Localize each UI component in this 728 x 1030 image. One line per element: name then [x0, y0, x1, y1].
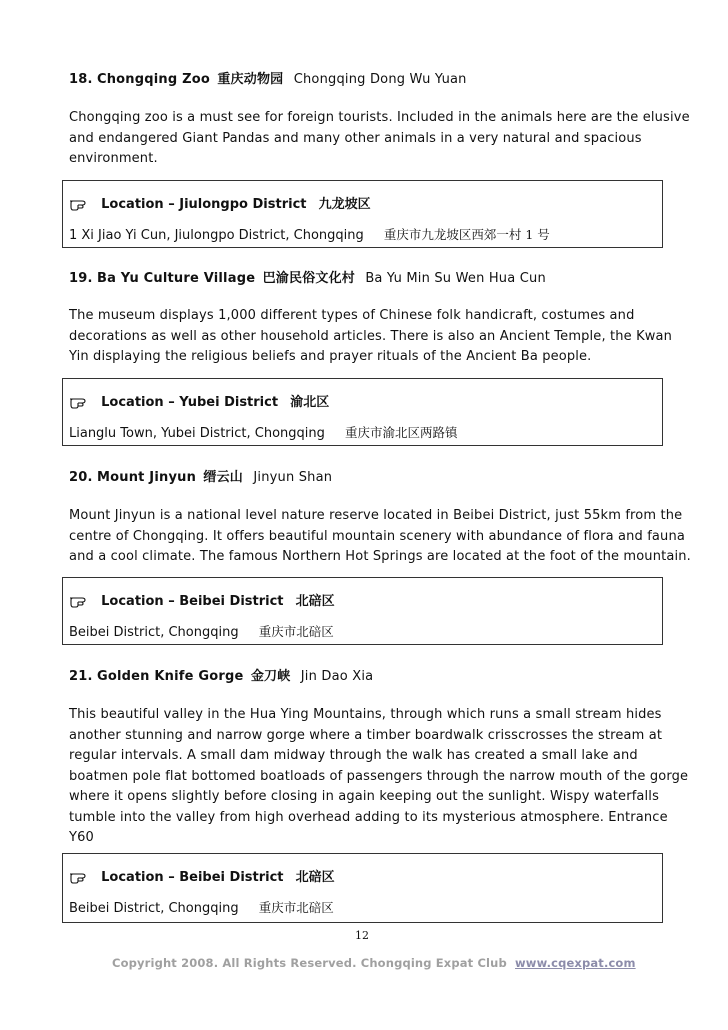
entry-chinese-name: 金刀峡 [250, 669, 291, 684]
footer-copyright: Copyright 2008. All Rights Reserved. Chongqing Expat Club [112, 956, 507, 970]
entry-description-18: Chongqing zoo is a must see for foreign tourists. Included in the animals here are the elusive and endangered Giant Pandas and many other animals in a very natural and spacious environment. [69, 110, 690, 166]
entry-number: 21. [69, 669, 93, 684]
address-chinese: 重庆市渝北区两路镇 [345, 425, 458, 440]
entry-chinese-name: 重庆动物园 [217, 72, 284, 87]
location-header [69, 592, 335, 611]
location-chinese: 北碚区 [295, 594, 335, 609]
address-chinese: 重庆市九龙坡区西郊一村 1 号 [383, 227, 550, 242]
location-chinese: 九龙坡区 [318, 197, 371, 212]
location-chinese: 渝北区 [290, 395, 330, 410]
location-box-19 [62, 378, 663, 446]
location-header [69, 393, 329, 412]
entry-chinese-name: 缙云山 [203, 470, 243, 485]
entry-pinyin: Chongqing Dong Wu Yuan [293, 72, 467, 87]
location-address [69, 226, 550, 245]
location-label: Location – Beibei District [101, 594, 284, 609]
entry-description-21: This beautiful valley in the Hua Ying Mountains, through which runs a small stream hides another stunning and narrow gorge where a timber boardwalk crisscrosses the stream at regular intervals. A small dam midway through the walk has created a small lake and boatmen pole flat bottomed boatloads of passengers through the narrow mouth of the gorge where it opens slightly before closing in again keeping out the sunlight. Wispy waterfalls tumble into the valley from high overhead adding to its mysterious atmosphere. Entrance Y60 [69, 707, 689, 845]
location-address [69, 899, 334, 918]
entry-heading-19 [69, 271, 546, 287]
location-box-21 [62, 853, 663, 923]
location-chinese: 北碚区 [295, 870, 335, 885]
location-label: Location – Yubei District [101, 395, 279, 410]
entry-heading-18 [69, 72, 467, 88]
pointing-hand-icon [69, 592, 91, 608]
entry-pinyin: Jinyun Shan [253, 470, 333, 485]
entry-name: Golden Knife Gorge [96, 669, 244, 684]
location-address [69, 623, 334, 642]
location-address [69, 424, 458, 443]
address-chinese: 重庆市北碚区 [258, 624, 334, 639]
entry-chinese-name: 巴渝民俗文化村 [262, 271, 355, 286]
location-label: Location – Jiulongpo District [101, 197, 307, 212]
pointing-hand-icon [69, 195, 91, 211]
entry-heading-21 [69, 669, 373, 685]
entry-description-19: The museum displays 1,000 different types of Chinese folk handicraft, costumes and decorations as well as other household articles. There is also an Ancient Temple, the Kwan Yin displaying the religious beliefs and prayer rituals of the Ancient Ba people. [69, 308, 673, 364]
address-english: Beibei District, Chongqing [69, 901, 239, 916]
entry-pinyin: Jin Dao Xia [300, 669, 374, 684]
location-box-20 [62, 577, 663, 645]
footer-link[interactable]: www.cqexpat.com [515, 956, 636, 970]
location-label: Location – Beibei District [101, 870, 284, 885]
entry-pinyin: Ba Yu Min Su Wen Hua Cun [365, 271, 546, 286]
location-header [69, 868, 335, 887]
entry-description-20: Mount Jinyun is a national level nature reserve located in Beibei District, just 55km from the centre of Chongqing. It offers beautiful mountain scenery with abundance of flora and fauna and a cool climate. The famous Northern Hot Springs are located at the foot of the mountain. [69, 508, 691, 564]
entry-name: Mount Jinyun [96, 470, 197, 485]
entry-number: 20. [69, 470, 93, 485]
page-number: 12 [355, 929, 369, 942]
footer [112, 956, 636, 970]
address-english: Lianglu Town, Yubei District, Chongqing [69, 426, 325, 441]
location-box-18 [62, 180, 663, 248]
entry-number: 19. [69, 271, 93, 286]
pointing-hand-icon [69, 393, 91, 409]
location-header [69, 195, 371, 214]
entry-name: Ba Yu Culture Village [96, 271, 256, 286]
address-english: 1 Xi Jiao Yi Cun, Jiulongpo District, Chongqing [69, 228, 364, 243]
address-chinese: 重庆市北碚区 [258, 900, 334, 915]
entry-number: 18. [69, 72, 93, 87]
address-english: Beibei District, Chongqing [69, 625, 239, 640]
entry-name: Chongqing Zoo [96, 72, 211, 87]
pointing-hand-icon [69, 868, 91, 884]
entry-heading-20 [69, 470, 332, 486]
